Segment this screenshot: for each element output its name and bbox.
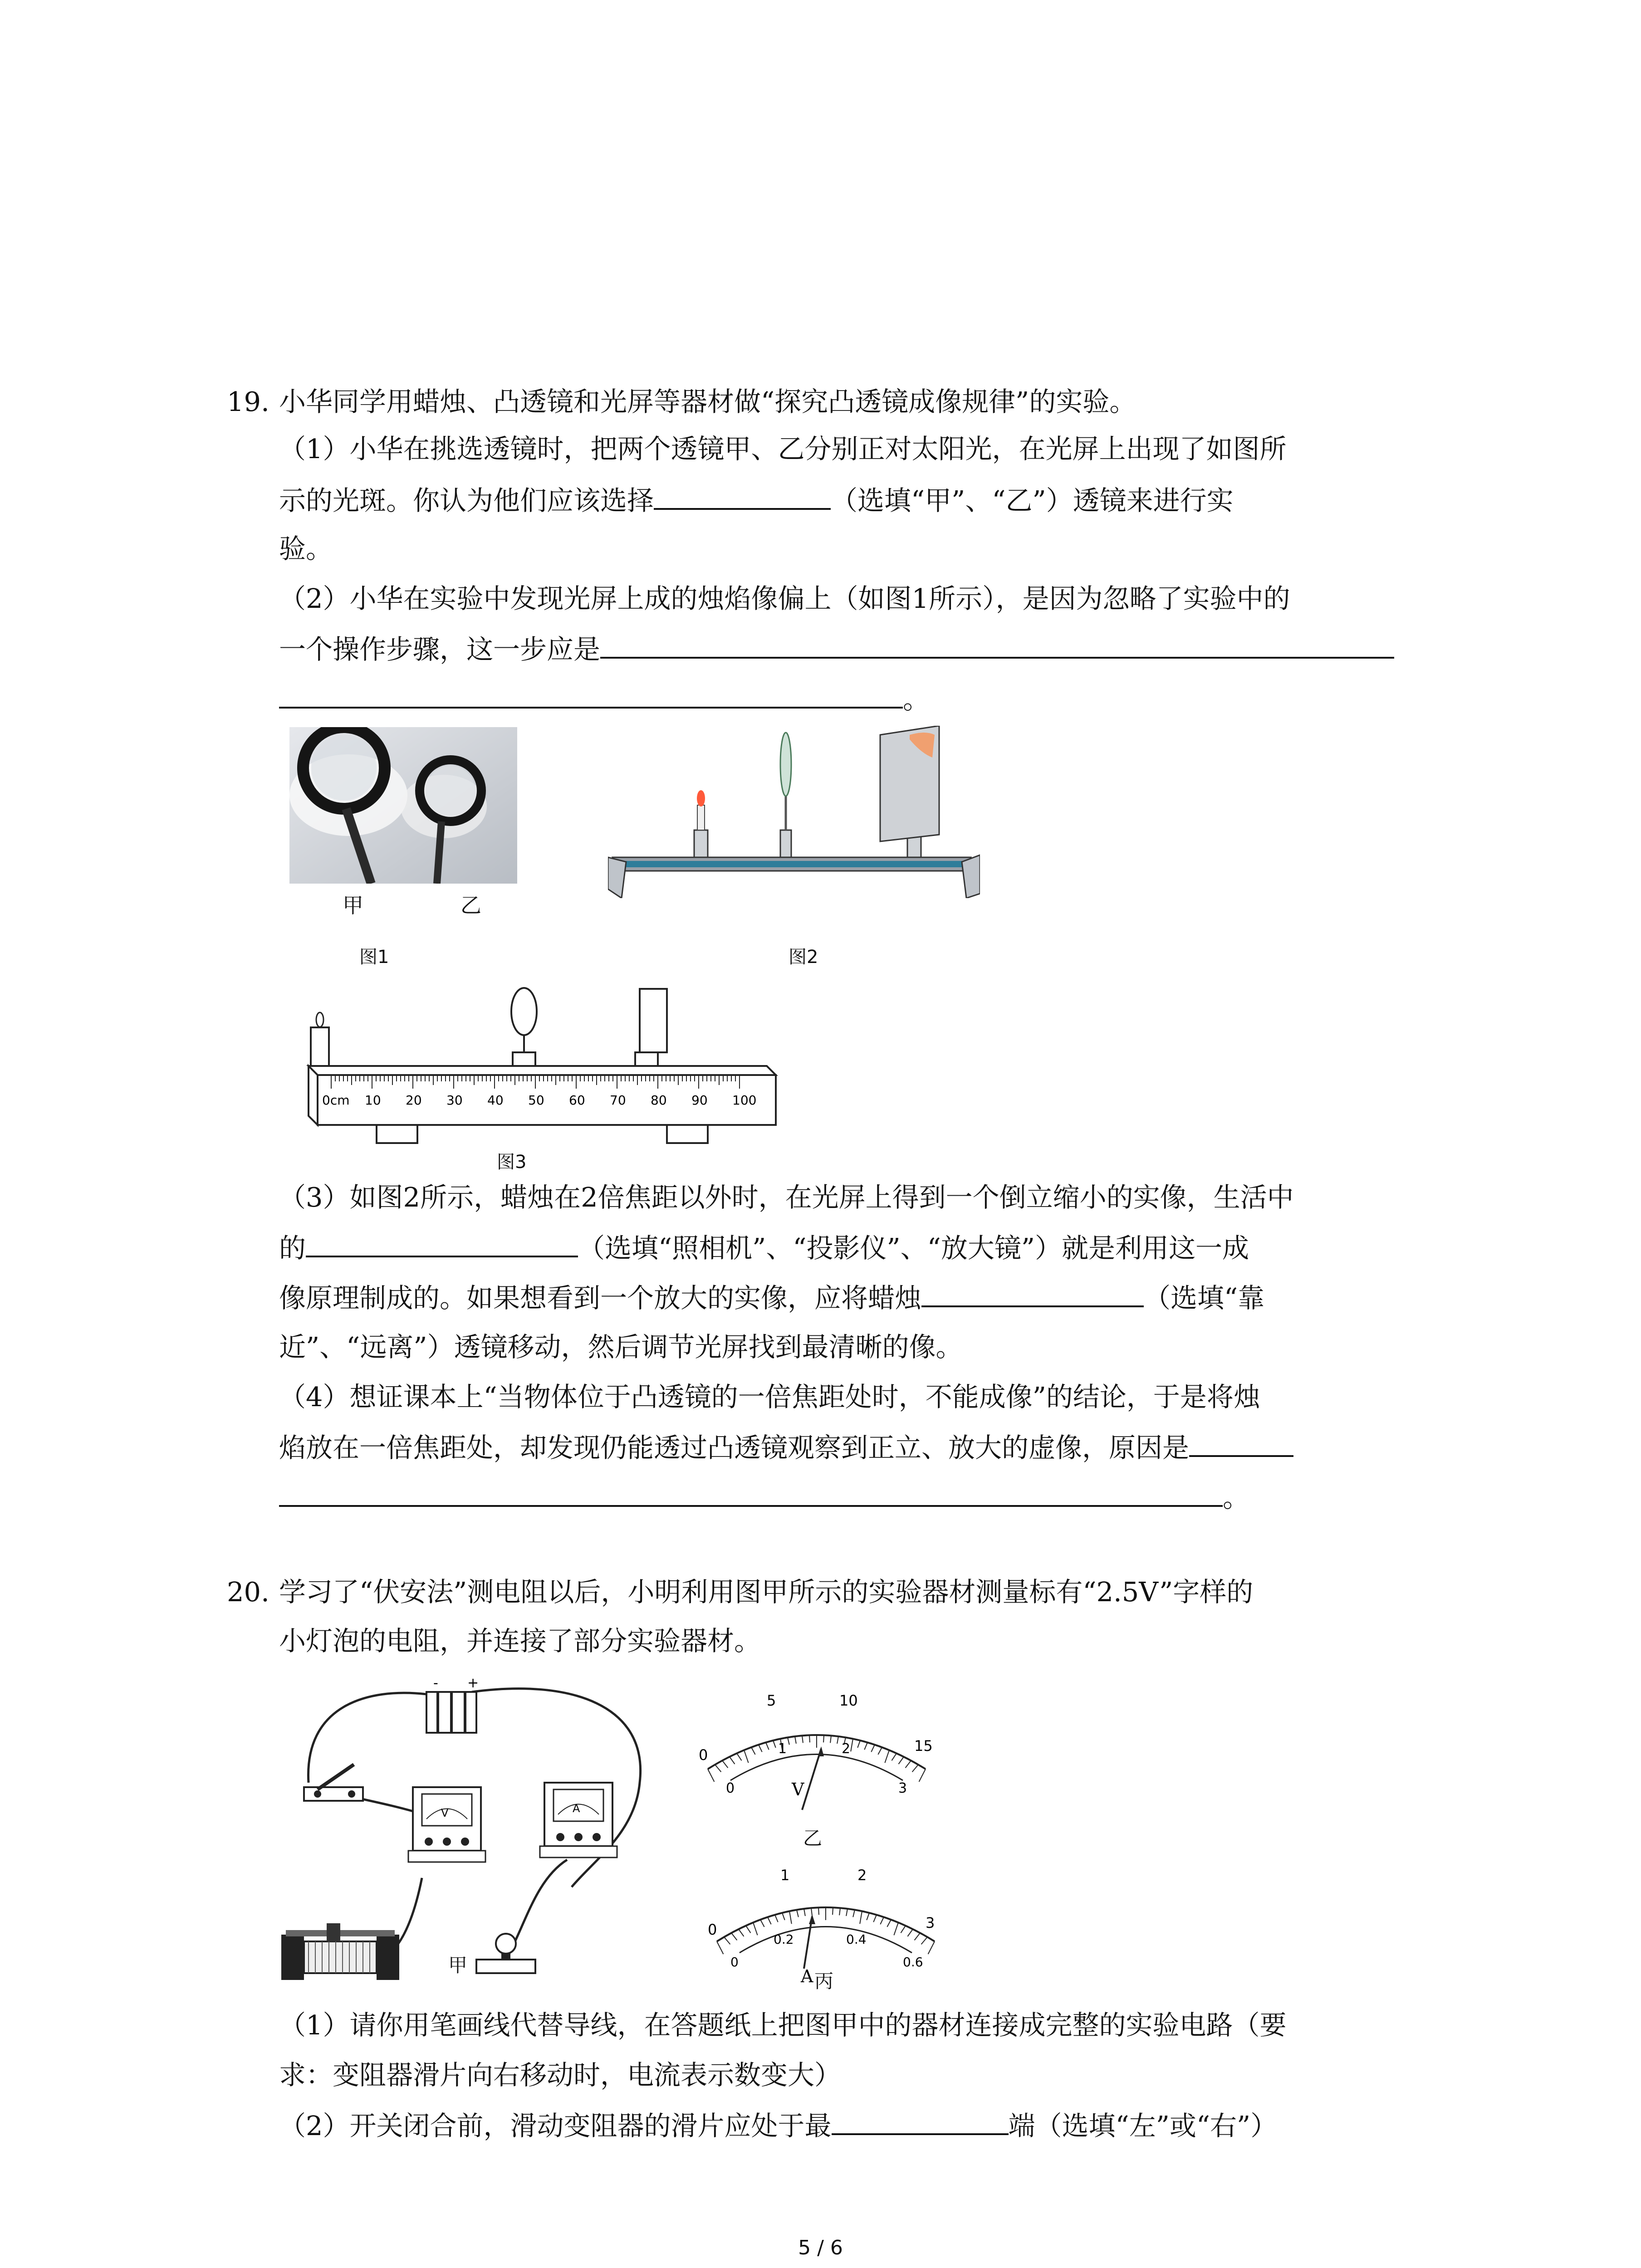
v-bottom-0: 0: [726, 1780, 735, 1796]
voltmeter-symbol: V: [441, 1807, 449, 1819]
meter-tick: [789, 1911, 792, 1924]
page-number: 5 / 6: [798, 2236, 843, 2259]
q19-part2-line2: 一个操作步骤，这一步应是: [279, 631, 1394, 668]
q19-part3-line4: 近”、“远离”）透镜移动，然后调节光屏找到最清晰的像。: [279, 1331, 963, 1363]
meter-tick: [775, 1915, 778, 1922]
answer-blank-5a[interactable]: [1189, 1429, 1293, 1457]
q19-part3-line1: （3）如图2所示，蜡烛在2倍焦距以外时，在光屏上得到一个倒立缩小的实像，生活中: [279, 1182, 1294, 1213]
meter-tick: [753, 1922, 758, 1935]
meter-tick: [802, 1735, 803, 1743]
meter-tick: [809, 1735, 810, 1742]
meter-tick: [919, 1769, 926, 1782]
rheostat-icon: [281, 1923, 399, 1980]
ruler-scale-label: 0cm: [322, 1093, 350, 1108]
meter-tick: [846, 1909, 847, 1916]
meter-tick: [860, 1911, 862, 1924]
q19-part1-line3: 验。: [279, 533, 333, 564]
v-top-15: 15: [914, 1737, 933, 1755]
meter-tick: [782, 1913, 785, 1920]
meter-tick: [708, 1769, 714, 1782]
a-bottom-0: 0: [730, 1955, 739, 1970]
ruler-scale-label: 90: [691, 1093, 708, 1108]
meter-tick: [892, 1753, 896, 1760]
meter-tick: [759, 1745, 762, 1752]
meter-tick: [730, 1757, 735, 1764]
q19-part2-line1: （2）小华在实验中发现光屏上成的烛焰像偏上（如图1所示），是因为忽略了实验中的: [279, 583, 1290, 614]
figure-jia-label: 甲: [448, 1954, 468, 1976]
meter-tick: [871, 1745, 875, 1752]
q20-number: 20.: [227, 1576, 269, 1608]
figure-jia-circuit: [277, 1669, 676, 1996]
meter-tick: [751, 1747, 755, 1755]
ruler-scale-label: 100: [732, 1093, 757, 1108]
meter-tick: [901, 1926, 906, 1933]
meter-tick: [724, 1937, 730, 1944]
ruler-scale-label: 50: [528, 1093, 544, 1108]
a-top-3: 3: [926, 1914, 935, 1931]
meter-tick: [928, 1941, 935, 1954]
a-bottom-02: 0.2: [774, 1932, 794, 1947]
svg-text:+: +: [467, 1675, 479, 1691]
meter-tick: [717, 1941, 723, 1954]
q19-part2-line3: 。: [279, 680, 930, 718]
meter-tick: [744, 1750, 749, 1763]
v-top-0: 0: [699, 1746, 708, 1764]
v-top-10: 10: [839, 1692, 858, 1709]
answer-blank-4[interactable]: [921, 1279, 1144, 1307]
ruler-scale-label: 60: [569, 1093, 585, 1108]
meter-tick: [837, 1736, 838, 1744]
q19-part1-line1: （1）小华在挑选透镜时，把两个透镜甲、乙分别正对太阳光，在光屏上出现了如图所: [279, 433, 1287, 464]
ruler-scale-label: 30: [446, 1093, 463, 1108]
meter-tick: [739, 1929, 744, 1936]
figure-2-optical-bench: [608, 726, 980, 898]
meter-tick: [804, 1909, 805, 1916]
meter-tick: [898, 1757, 904, 1764]
meter-tick: [853, 1910, 855, 1917]
meter-tick: [912, 1765, 918, 1772]
meter-tick: [760, 1920, 764, 1927]
bulb-icon: [476, 1934, 535, 1973]
q20-part2-line1: （2）开关闭合前，滑动变阻器的滑片应处于最 端（选填“左”或“右”）: [279, 2107, 1277, 2144]
lens-label-jia: 甲: [343, 893, 363, 918]
figure-bing-label: 丙: [814, 1970, 834, 1992]
a-top-0: 0: [708, 1921, 717, 1938]
meter-tick: [797, 1910, 798, 1917]
battery-icon: [426, 1675, 479, 1733]
meter-tick: [737, 1753, 742, 1760]
a-top-2: 2: [857, 1867, 867, 1884]
q19-part4-line2: 焰放在一倍焦距处，却发现仍能透过凸透镜观察到正立、放大的虚像，原因是: [279, 1429, 1293, 1466]
meter-tick: [921, 1937, 927, 1944]
q19-stem: 小华同学用蜡烛、凸透镜和光屏等器材做“探究凸透镜成像规律”的实验。: [279, 386, 1136, 417]
q19-part3-line3: 像原理制成的。如果想看到一个放大的实像，应将蜡烛 （选填“靠: [279, 1279, 1264, 1316]
figure-1-caption: 图1: [359, 947, 389, 968]
meter-tick: [873, 1915, 877, 1922]
meter-tick: [722, 1760, 728, 1768]
ruler-scale-label: 40: [487, 1093, 504, 1108]
figure-3-ruler-bench: [299, 984, 780, 1161]
meter-tick: [818, 1907, 819, 1915]
lens-label-yi: 乙: [460, 893, 481, 918]
figure-1-lenses: [289, 727, 517, 884]
meter-tick: [830, 1735, 831, 1743]
voltmeter-unit: V: [792, 1779, 804, 1799]
meter-tick: [857, 1740, 860, 1748]
meter-tick: [766, 1742, 769, 1750]
q20-part1-line2: 求：变阻器滑片向右移动时，电流表示数变大）: [279, 2059, 842, 2091]
answer-blank-6[interactable]: [832, 2107, 1009, 2135]
ruler-scale-label: 20: [406, 1093, 422, 1108]
meter-tick: [880, 1917, 884, 1924]
meter-tick: [867, 1913, 869, 1920]
q19-part1-line2: 示的光斑。你认为他们应该选择 （选填“甲”、“乙”）透镜来进行实: [279, 482, 1234, 519]
q19-part3-line2: 的 （选填“照相机”、“投影仪”、“放大镜”）就是利用这一成: [279, 1229, 1249, 1266]
meter-tick: [887, 1920, 891, 1927]
meter-tick: [715, 1765, 721, 1772]
meter-tick: [907, 1929, 913, 1936]
ruler-scale-label: 10: [365, 1093, 381, 1108]
meter-tick: [746, 1926, 751, 1933]
v-bottom-1: 1: [778, 1741, 787, 1757]
v-top-5: 5: [767, 1692, 776, 1709]
a-top-1: 1: [780, 1867, 790, 1884]
q20-stem-line2: 小灯泡的电阻，并连接了部分实验器材。: [279, 1625, 761, 1657]
meter-tick: [878, 1747, 882, 1755]
q19-part4-line1: （4）想证课本上“当物体位于凸透镜的一倍焦距处时，不能成像”的结论，于是将烛: [279, 1381, 1260, 1413]
meter-tick: [839, 1908, 840, 1915]
ruler-scale-label: 80: [651, 1093, 667, 1108]
figure-yi-voltmeter-dial: [690, 1674, 944, 1814]
answer-blank-5b[interactable]: [279, 1479, 1223, 1507]
meter-tick: [773, 1740, 776, 1748]
figure-yi-label: 乙: [803, 1827, 823, 1849]
meter-tick: [811, 1908, 812, 1915]
svg-text:-: -: [433, 1675, 438, 1691]
v-bottom-3: 3: [898, 1780, 907, 1796]
answer-blank-3[interactable]: [306, 1229, 578, 1257]
answer-blank-1[interactable]: [654, 482, 831, 510]
meter-tick: [864, 1742, 867, 1750]
meter-tick: [768, 1917, 771, 1924]
ruler-scale-label: 70: [610, 1093, 626, 1108]
meter-tick: [894, 1922, 898, 1935]
meter-tick: [915, 1933, 920, 1940]
a-bottom-06: 0.6: [903, 1955, 923, 1970]
meter-tick: [906, 1760, 911, 1768]
answer-blank-2a[interactable]: [600, 631, 1394, 659]
meter-tick: [851, 1739, 853, 1751]
ammeter-icon: [540, 1783, 617, 1857]
meter-tick: [795, 1736, 796, 1744]
voltmeter-icon: [408, 1787, 485, 1862]
a-bottom-04: 0.4: [846, 1932, 867, 1947]
figure-3-caption: 图3: [497, 1152, 527, 1173]
q20-stem-line1: 学习了“伏安法”测电阻以后，小明利用图甲所示的实验器材测量标有“2.5V”字样的: [279, 1576, 1254, 1608]
meter-tick: [731, 1933, 737, 1940]
v-bottom-2: 2: [842, 1741, 851, 1757]
meter-tick: [823, 1735, 824, 1742]
q19-number: 19.: [227, 386, 269, 417]
meter-tick: [885, 1750, 889, 1763]
ammeter-symbol: A: [573, 1802, 580, 1815]
q20-part1-line1: （1）请你用笔画线代替导线，在答题纸上把图甲中的器材连接成完整的实验电路（要: [279, 2009, 1287, 2041]
answer-blank-2b[interactable]: [279, 680, 903, 709]
ammeter-unit: A: [801, 1966, 813, 1986]
switch-icon: [304, 1765, 363, 1801]
figure-2-caption: 图2: [789, 947, 818, 968]
meter-tick: [788, 1737, 789, 1745]
q19-part4-line3: 。: [279, 1479, 1249, 1516]
